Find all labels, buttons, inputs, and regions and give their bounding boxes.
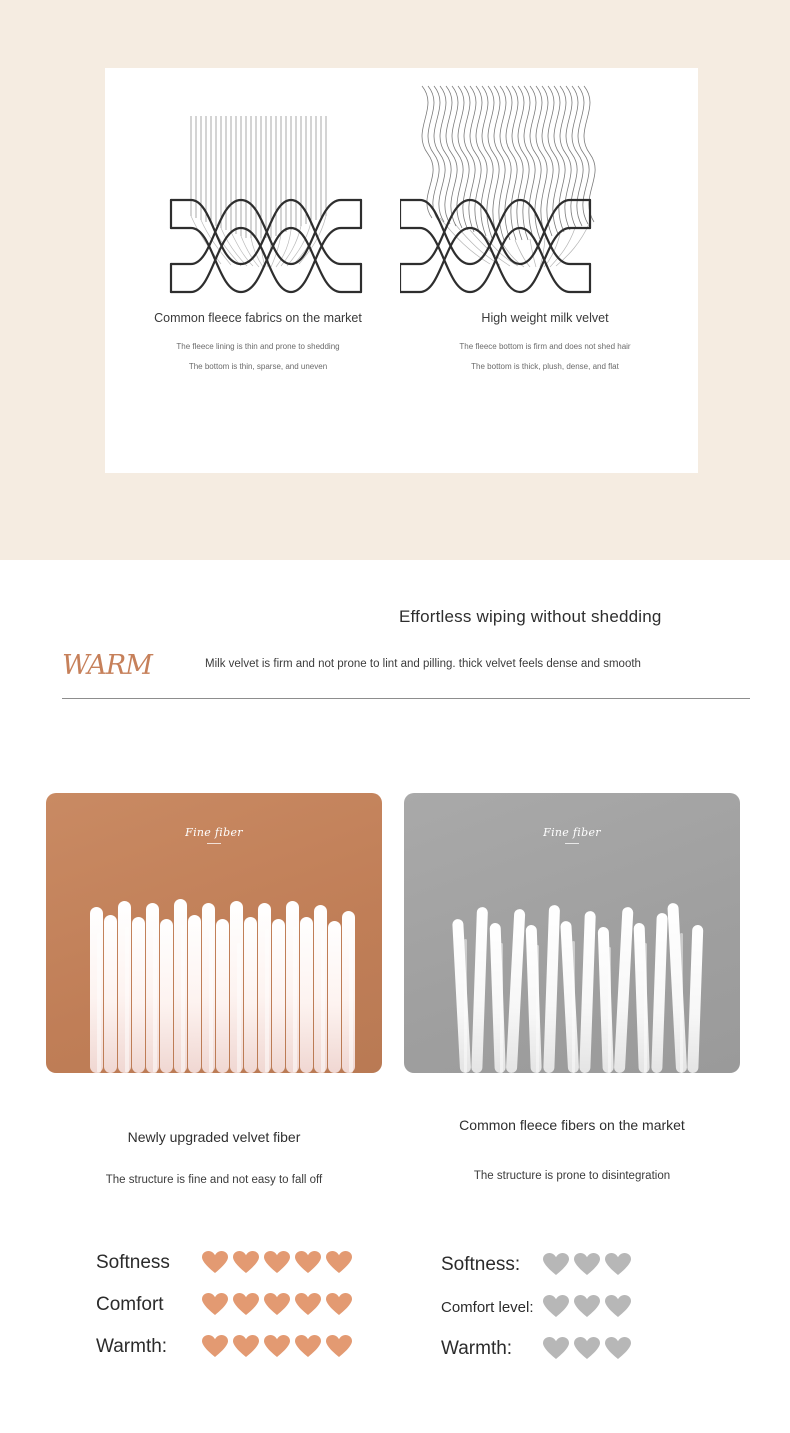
warm-script-logo: WARM: [62, 650, 152, 681]
rating-label: Warmth:: [96, 1336, 168, 1357]
heart-icon: [326, 1293, 352, 1317]
heart-icon: [574, 1253, 600, 1277]
fabric-title-milk-velvet: High weight milk velvet: [481, 311, 609, 325]
caption-sub-left: The structure is fine and not easy to fall off: [105, 1174, 323, 1186]
panel-badge-left-text: Fine fiber: [185, 826, 243, 839]
caption-title-left: Newly upgraded velvet fiber: [127, 1129, 301, 1145]
panel-upgraded-fiber: [46, 793, 382, 1073]
rating-row: [441, 1328, 631, 1370]
fabric-diagram-common: [113, 68, 403, 298]
heart-icon: [295, 1293, 321, 1317]
rating-row: [96, 1242, 352, 1284]
fiber-bristles-sparse-illustration: [404, 873, 740, 1073]
heart-icon: [295, 1251, 321, 1275]
heart-icon: [574, 1295, 600, 1319]
comparison-section: [0, 560, 790, 1433]
badge-dash-icon: [565, 843, 579, 844]
fabric-sub1-common: The fleece lining is thin and prone to shedding: [176, 341, 340, 351]
heart-rating: [202, 1251, 352, 1275]
heart-icon: [543, 1337, 569, 1361]
fabric-column-common: [113, 68, 403, 473]
horizontal-divider: [62, 698, 750, 699]
heart-icon: [326, 1335, 352, 1359]
rating-label: Comfort: [96, 1294, 164, 1315]
straight-pile-illustration: [113, 68, 403, 298]
fabric-diagram-milk-velvet: [400, 68, 690, 298]
heart-icon: [605, 1337, 631, 1361]
wavy-pile-illustration: [400, 68, 690, 298]
fabric-comparison-card: [105, 68, 698, 473]
fabric-column-milk-velvet: [400, 68, 690, 473]
fabric-sub2-common: The bottom is thin, sparse, and uneven: [188, 362, 328, 372]
heart-icon: [264, 1251, 290, 1275]
panel-badge-right: [404, 826, 740, 844]
heart-rating: [543, 1337, 631, 1361]
rating-row: [96, 1326, 352, 1368]
heart-icon: [543, 1253, 569, 1277]
rating-row: [96, 1284, 352, 1326]
section-subline: Milk velvet is firm and not prone to lint and pilling. thick velvet feels dense and smooth: [205, 658, 641, 670]
heart-icon: [233, 1293, 259, 1317]
badge-dash-icon: [207, 843, 221, 844]
heart-icon: [295, 1335, 321, 1359]
heart-icon: [605, 1253, 631, 1277]
fabric-sub2-milk-velvet: The bottom is thick, plush, dense, and flat: [471, 362, 619, 372]
rating-row: [441, 1244, 631, 1286]
rating-label: Warmth:: [441, 1338, 513, 1359]
heart-rating: [543, 1295, 631, 1319]
panel-common-fiber: [404, 793, 740, 1073]
heart-rating: [202, 1293, 352, 1317]
heart-icon: [605, 1295, 631, 1319]
section-headline: Effortless wiping without shedding: [399, 607, 662, 626]
heart-icon: [233, 1335, 259, 1359]
panel-badge-left: [46, 826, 382, 844]
rating-label: Comfort level:: [441, 1298, 534, 1316]
heart-icon: [233, 1251, 259, 1275]
ratings-right: [441, 1244, 631, 1370]
rating-row: [441, 1286, 631, 1328]
rating-label: Softness: [96, 1252, 170, 1273]
heart-icon: [264, 1335, 290, 1359]
caption-title-right: Common fleece fibers on the market: [459, 1117, 685, 1133]
fiber-bristles-dense-illustration: [46, 873, 382, 1073]
heart-icon: [202, 1335, 228, 1359]
heart-rating: [543, 1253, 631, 1277]
panel-badge-right-text: Fine fiber: [543, 826, 601, 839]
heart-icon: [202, 1293, 228, 1317]
ratings-left: [96, 1242, 352, 1368]
fabric-sub1-milk-velvet: The fleece bottom is firm and does not shed hair: [459, 341, 631, 351]
caption-sub-right: The structure is prone to disintegration: [473, 1170, 671, 1182]
heart-icon: [543, 1295, 569, 1319]
heart-icon: [326, 1251, 352, 1275]
heart-rating: [202, 1335, 352, 1359]
fabric-title-common: Common fleece fabrics on the market: [154, 311, 362, 325]
rating-label: Softness:: [441, 1254, 521, 1275]
heart-icon: [574, 1337, 600, 1361]
top-beige-section: [0, 0, 790, 560]
heart-icon: [202, 1251, 228, 1275]
heart-icon: [264, 1293, 290, 1317]
